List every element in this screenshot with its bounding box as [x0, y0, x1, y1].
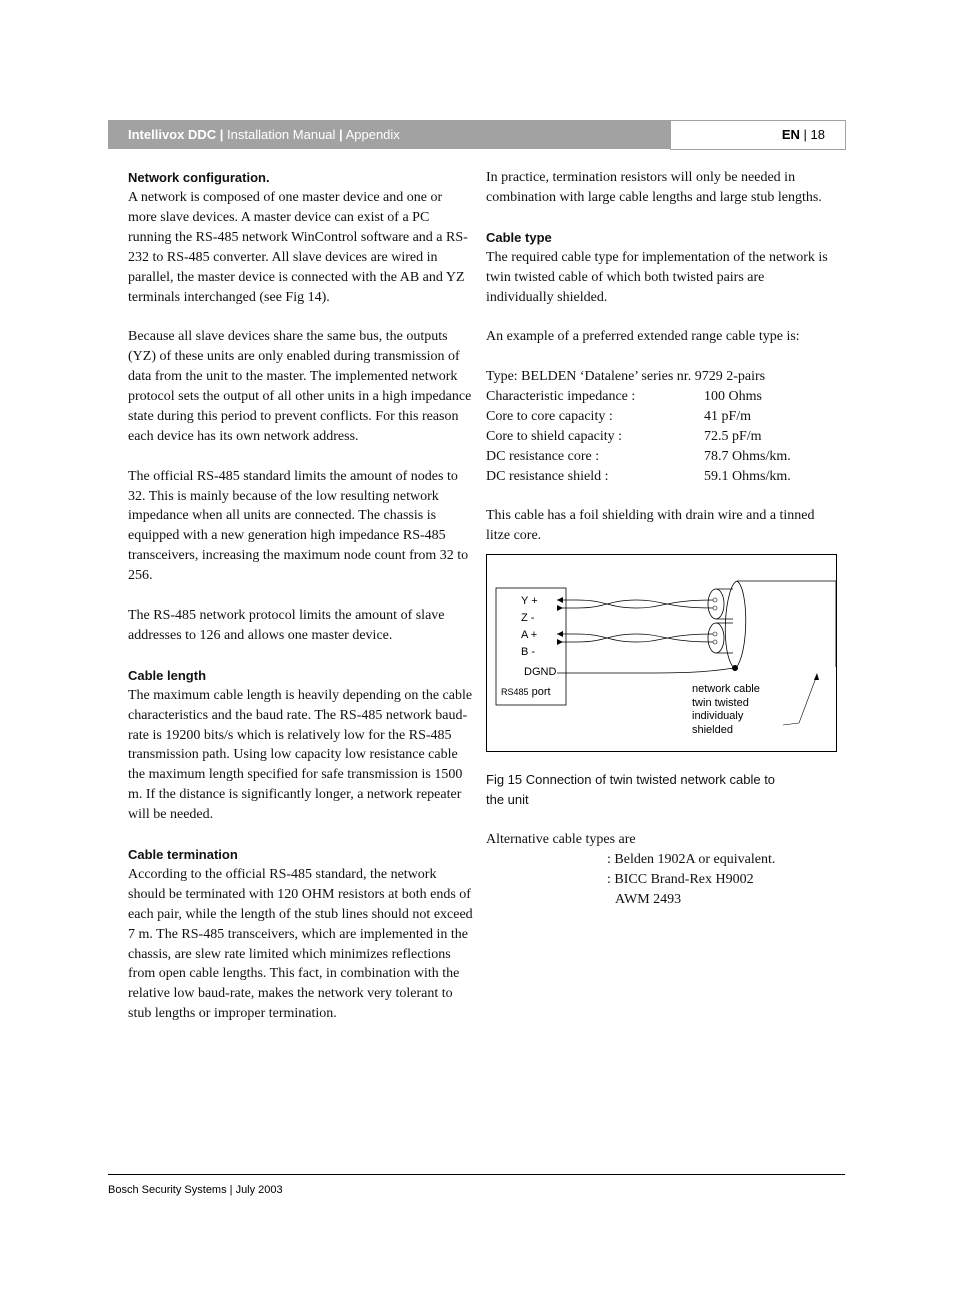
spec-row	[486, 467, 831, 487]
paragraph: The required cable type for implementation of the network is twin twisted cable of which both twisted pairs are individually shielded.	[486, 249, 828, 305]
cable-note-line: individualy	[692, 710, 744, 723]
cable-note-line: shielded	[692, 724, 733, 737]
arrow-a	[557, 631, 563, 637]
label-b: B -	[521, 646, 536, 659]
label-port-word: port	[531, 686, 551, 699]
spec-row	[486, 447, 831, 467]
label-dgnd: DGND	[524, 666, 557, 679]
footer-text: Bosch Security Systems | July 2003	[108, 1184, 283, 1196]
paragraph: Because all slave devices share the same bus, the outputs (YZ) of these units are only enabled during transmission of data from the unit to the master. The implemented network protocol sets the output of all other units in a high impedance state during this period to prevent conflicts. For this reason each device has its own network address.	[128, 329, 472, 444]
paragraph: The official RS-485 standard limits the amount of nodes to 32. This is mainly because of the low resulting network impedance when all units are connected. The chassis is equipped with a new generation high impedance RS-485 transceivers, increasing the maximum node count from 32 to 256.	[128, 468, 469, 584]
header-product: Intellivox DDC	[128, 127, 217, 142]
paragraph: In practice, termination resistors will only be needed in combination with large cable lengths and large stub lengths.	[486, 170, 822, 205]
paragraph: The RS-485 network protocol limits the amount of slave addresses to 126 and allows one master device.	[128, 607, 445, 643]
shield-pair-1-body	[716, 589, 733, 619]
spec-value: 41 pF/m	[704, 408, 752, 424]
cable-type-line: Type: BELDEN ‘Datalene’ series nr. 9729 2-pairs	[486, 369, 766, 385]
spec-table	[486, 387, 831, 487]
figure-caption: Fig 15 Connection of twin twisted network cable to	[486, 772, 776, 788]
paragraph: This cable has a foil shielding with drain wire and a tinned litze core.	[486, 508, 815, 544]
footer-rule	[108, 1174, 845, 1175]
conductor-end	[713, 606, 717, 610]
drain-point	[732, 665, 738, 671]
paragraph: According to the official RS-485 standard, the network should be terminated with 120 OHM resistors at both ends of each pair, while the length of the stub lines should not exceed 7 m. The RS-485 transceivers, which are implemented in the chassis, are slew rate limited which minimizes reflections from open cable lengths. This fact, in combination with the relative low baud-rate, makes the network very tolerant to stub lengths or improper termination.	[128, 866, 473, 1022]
page-separator: |	[803, 127, 807, 142]
cable-diagram	[487, 555, 836, 751]
label-z: Z -	[521, 612, 535, 625]
spec-label: Core to shield capacity :	[486, 428, 623, 444]
page-number-box	[670, 120, 846, 150]
spec-row	[486, 407, 831, 427]
heading-cable-termination: Cable termination	[128, 846, 238, 862]
spec-label: DC resistance shield :	[486, 468, 609, 484]
spec-value: 59.1 Ohms/km.	[704, 468, 791, 484]
alt-cable-2: : BICC Brand-Rex H9002	[607, 871, 754, 887]
heading-cable-type: Cable type	[486, 229, 552, 245]
cable-note-line: twin twisted	[692, 697, 749, 710]
spec-label: Characteristic impedance :	[486, 389, 636, 405]
paragraph: An example of a preferred extended range cable type is:	[486, 329, 800, 345]
spec-label: Core to core capacity :	[486, 408, 613, 424]
label-rs485: RS485	[501, 687, 529, 698]
shield-pair-1	[708, 589, 724, 619]
heading-cable-length: Cable length	[128, 667, 207, 683]
spec-value: 100 Ohms	[704, 389, 762, 405]
spec-row	[486, 387, 831, 407]
arrow-y	[557, 597, 563, 603]
spec-value: 78.7 Ohms/km.	[704, 448, 791, 464]
alt-cable-1: : Belden 1902A or equivalent.	[607, 852, 776, 868]
spec-label: DC resistance core :	[486, 448, 600, 464]
header-bar	[108, 120, 670, 149]
spec-row	[486, 427, 831, 447]
spec-value: 72.5 pF/m	[704, 428, 762, 444]
arrow-z	[557, 605, 563, 611]
paragraph: The maximum cable length is heavily depending on the cable characteristics and the baud rate. The RS-485 network baud-rate is 19200 bits/s which is relatively low for the RS-485 transmission path. Using low capacity low resistance cable the maximum length specified for safe transmission is 1500 m. If the distance is significantly longer, a network repeater will be needed.	[128, 687, 473, 823]
header-section: Appendix	[345, 127, 400, 142]
page-number: 18	[810, 127, 825, 142]
label-port	[501, 686, 551, 699]
header-separator-2: |	[339, 127, 343, 142]
language-code: EN	[781, 127, 800, 142]
shield-pair-2	[708, 623, 724, 653]
alt-intro: Alternative cable types are	[486, 832, 636, 848]
right-column	[486, 168, 831, 910]
annotation-leader	[783, 675, 817, 725]
figure-cable-connection	[486, 554, 837, 752]
conductor-end	[713, 632, 717, 636]
drain-wire	[557, 668, 734, 673]
alt-cable-3: AWM 2493	[615, 891, 682, 907]
cable-jacket-back	[735, 581, 746, 669]
arrow-b	[557, 639, 563, 645]
cable-jacket-end	[725, 581, 737, 669]
conductor-end	[713, 598, 717, 602]
annotation-arrow	[814, 673, 819, 680]
paragraph: A network is composed of one master device and one or more slave devices. A master device can exist of a PC running the RS-485 network WinControl software and a RS-232 to RS-485 converter. All slave devices are wired in parallel, the master device is connected with the AB and YZ terminals interchanged (see Fig 14).	[128, 190, 468, 305]
heading-network-configuration: Network configuration.	[128, 170, 270, 185]
label-a: A +	[521, 629, 538, 642]
cable-note-line: network cable	[692, 683, 760, 696]
left-column	[128, 168, 473, 1024]
figure-caption-cont: the unit	[486, 792, 529, 808]
header-manual: Installation Manual	[227, 127, 336, 142]
shield-pair-2-body	[716, 623, 733, 653]
conductor-end	[713, 640, 717, 644]
header-separator: |	[219, 127, 224, 142]
label-y: Y +	[521, 595, 538, 608]
